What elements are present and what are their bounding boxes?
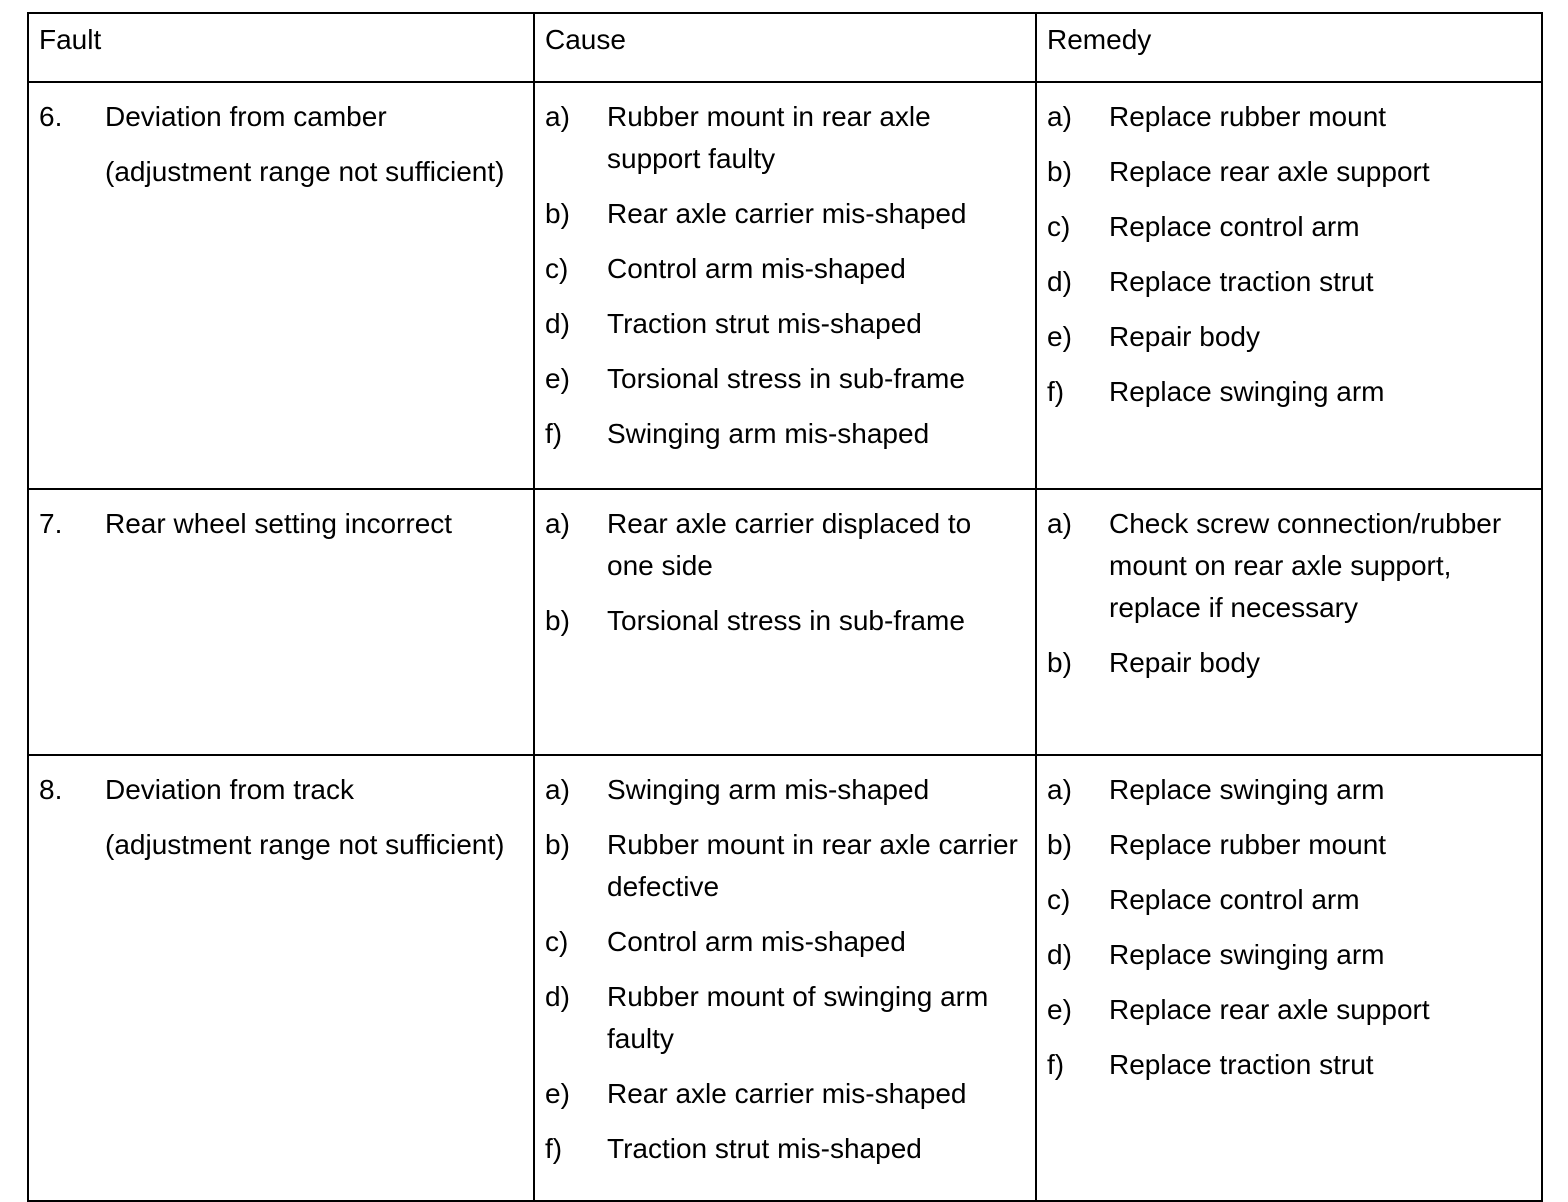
cause-cell (534, 82, 1036, 489)
item-text: Control arm mis-shaped (607, 253, 906, 284)
item-label: e) (1047, 321, 1072, 352)
item-text: Rubber mount in rear axle carrier defective (607, 829, 1018, 902)
item-text: Rubber mount of swinging arm faulty (607, 981, 989, 1054)
item-label: a) (545, 101, 570, 132)
fault-note: (adjustment range not sufficient) (105, 829, 505, 860)
item-text: Replace swinging arm (1109, 774, 1385, 805)
item-text: Control arm mis-shaped (607, 926, 906, 957)
cause-item (545, 248, 1025, 290)
fault-title: Rear wheel setting incorrect (105, 508, 453, 539)
item-label: a) (545, 508, 570, 539)
item-label: a) (1047, 101, 1072, 132)
item-label: d) (545, 981, 570, 1012)
fault-row-6 (28, 82, 1542, 489)
item-label: c) (545, 253, 569, 284)
remedy-cell (1036, 755, 1542, 1201)
item-text: Replace rear axle support (1109, 156, 1430, 187)
cause-item (545, 1128, 1025, 1170)
item-label: b) (1047, 647, 1072, 678)
item-label: f) (1047, 1049, 1065, 1080)
fault-note: (adjustment range not sufficient) (105, 156, 505, 187)
item-label: b) (545, 198, 570, 229)
remedy-item (1047, 206, 1531, 248)
item-text: Replace control arm (1109, 884, 1360, 915)
cause-item (545, 921, 1025, 963)
item-text: Torsional stress in sub-frame (607, 363, 965, 394)
item-label: b) (545, 829, 570, 860)
item-text: Replace rubber mount (1109, 829, 1387, 860)
item-label: b) (545, 605, 570, 636)
fault-row-8 (28, 755, 1542, 1201)
cause-item (545, 193, 1025, 235)
header-remedy: Remedy (1036, 13, 1542, 82)
fault-cell (28, 755, 534, 1201)
cause-item (545, 96, 1025, 180)
remedy-item (1047, 989, 1531, 1031)
remedy-item (1047, 316, 1531, 358)
remedy-item (1047, 96, 1531, 138)
item-text: Rear axle carrier mis-shaped (607, 198, 967, 229)
item-text: Rear axle carrier mis-shaped (607, 1078, 967, 1109)
item-text: Traction strut mis-shaped (607, 1133, 922, 1164)
item-label: f) (545, 1133, 563, 1164)
item-text: Rear axle carrier displaced to one side (607, 508, 972, 581)
remedy-cell (1036, 82, 1542, 489)
item-text: Swinging arm mis-shaped (607, 774, 930, 805)
fault-title: Deviation from track (105, 774, 354, 805)
item-text: Replace traction strut (1109, 1049, 1374, 1080)
item-label: c) (1047, 211, 1071, 242)
item-text: Torsional stress in sub-frame (607, 605, 965, 636)
remedy-item (1047, 934, 1531, 976)
remedy-item (1047, 1044, 1531, 1086)
remedy-item (1047, 879, 1531, 921)
item-label: f) (545, 418, 563, 449)
cause-item (545, 1073, 1025, 1115)
cause-item (545, 600, 1025, 642)
cause-item (545, 358, 1025, 400)
cause-item (545, 769, 1025, 811)
item-text: Replace swinging arm (1109, 376, 1385, 407)
item-label: e) (1047, 994, 1072, 1025)
remedy-item (1047, 769, 1531, 811)
fault-row-7 (28, 489, 1542, 755)
cause-item (545, 976, 1025, 1060)
remedy-cell (1036, 489, 1542, 755)
remedy-item (1047, 371, 1531, 413)
item-label: a) (1047, 508, 1072, 539)
item-text: Repair body (1109, 647, 1260, 678)
item-label: d) (1047, 266, 1072, 297)
item-text: Traction strut mis-shaped (607, 308, 922, 339)
remedy-item (1047, 642, 1531, 684)
item-label: c) (545, 926, 569, 957)
cause-item (545, 503, 1025, 587)
remedy-item (1047, 503, 1531, 629)
item-text: Swinging arm mis-shaped (607, 418, 930, 449)
fault-number: 7. (39, 508, 63, 539)
item-text: Check screw connection/rubber mount on rear axle support, replace if necessary (1109, 508, 1502, 623)
cause-item (545, 824, 1025, 908)
item-label: b) (1047, 829, 1072, 860)
remedy-item (1047, 824, 1531, 866)
fault-number: 8. (39, 774, 63, 805)
item-text: Replace rear axle support (1109, 994, 1430, 1025)
header-row (28, 13, 1542, 82)
item-label: c) (1047, 884, 1071, 915)
remedy-item (1047, 151, 1531, 193)
item-text: Replace traction strut (1109, 266, 1374, 297)
item-label: a) (1047, 774, 1072, 805)
item-label: a) (545, 774, 570, 805)
fault-number: 6. (39, 101, 63, 132)
cause-cell (534, 755, 1036, 1201)
remedy-item (1047, 261, 1531, 303)
item-text: Replace swinging arm (1109, 939, 1385, 970)
item-label: e) (545, 363, 570, 394)
fault-cell (28, 489, 534, 755)
item-label: b) (1047, 156, 1072, 187)
item-text: Rubber mount in rear axle support faulty (607, 101, 931, 174)
fault-title: Deviation from camber (105, 101, 387, 132)
header-cause: Cause (534, 13, 1036, 82)
cause-cell (534, 489, 1036, 755)
item-label: f) (1047, 376, 1065, 407)
item-label: d) (1047, 939, 1072, 970)
item-text: Repair body (1109, 321, 1260, 352)
item-text: Replace rubber mount (1109, 101, 1387, 132)
item-label: e) (545, 1078, 570, 1109)
item-label: d) (545, 308, 570, 339)
fault-table (27, 12, 1543, 1202)
item-text: Replace control arm (1109, 211, 1360, 242)
cause-item (545, 413, 1025, 455)
header-fault: Fault (28, 13, 534, 82)
cause-item (545, 303, 1025, 345)
fault-cell (28, 82, 534, 489)
